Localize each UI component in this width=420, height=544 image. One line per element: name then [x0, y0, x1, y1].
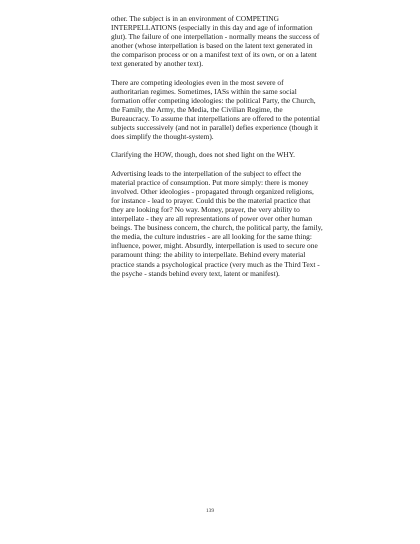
paragraph-2: There are competing ideologies even in the most severe of authoritarian regimes. Sometimes, IASs within the same social formation offer competing ideologies: the political Party, the Church, the Family, the Army, the Media, the Civilian Regime, the Bureaucracy. To assume that interpellations are offered to the potential subjects successively (and not in parallel) defies experience (though it does simplify the thought-system). — [111, 77, 320, 142]
paragraph-1: other. The subject is in an environment of COMPETING INTERPELLATIONS (especially in this day and age of information glut). The failure of one interpellation - normally means the success of another (whose interpellation is based on the latent text generated in the comparison process or on a manifest text of its own, or on a latent text generated by another text). — [111, 14, 320, 69]
paragraph-3: Clarifying the HOW, though, does not shed light on the WHY. — [111, 150, 295, 160]
paragraph-4: Advertising leads to the interpellation of the subject to effect the material practice of consumption. Put more simply: there is money involved. Other ideologies - propagated through organized religions, for instance - lead to prayer. Could this be the material practice that they are looking for? No way. Money, prayer, the very ability to interpellate - they are all representations of power over other human beings. The business concern, the church, the political party, the family, the media, the culture industries - are all looking for the same thing: influence, power, might. Absurdly, interpellation is used to secure one paramount thing: the ability to interpellate. Behind every material practice stands a psychological practice (very much as the Third Text - the psyche - stands behind every text, latent or manifest). — [111, 168, 323, 278]
body-text — [111, 14, 323, 287]
page-number: 139 — [205, 508, 215, 514]
